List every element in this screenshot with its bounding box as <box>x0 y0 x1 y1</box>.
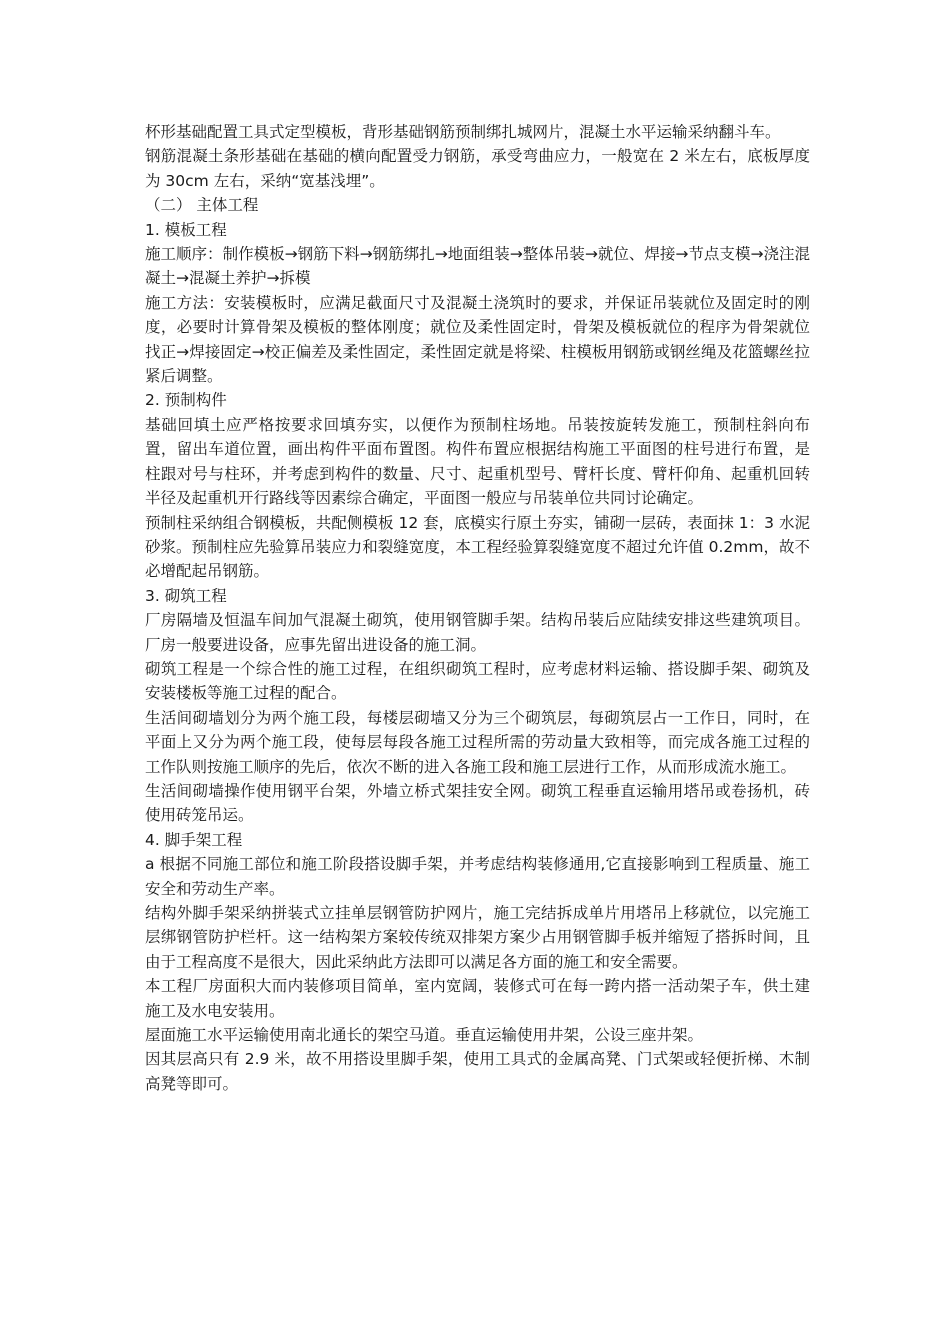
paragraph: 杯形基础配置工具式定型模板，背形基础钢筋预制绑扎城网片，混凝土水平运输采纳翻斗车。 <box>145 123 781 141</box>
subsection-heading: 3. 砌筑工程 <box>145 586 227 605</box>
subsection-heading: 4. 脚手架工程 <box>145 830 243 849</box>
section-heading: （二） 主体工程 <box>145 196 259 215</box>
subsection-heading: 1. 模板工程 <box>145 220 227 239</box>
paragraph: 基础回填土应严格按要求回填夯实，以便作为预制柱场地。吊装按旋转发施工，预制柱斜向布置，留出车道位置，画出构件平面布置图。构件布置应根据结构施工平面图的柱号进行布置，是柱跟对号与柱环，并考虑到构件的数量、尺寸、起重机型号、臂杆长度、臂杆仰角、起重机回转半径及起重机开行路线等因素综合确定，平面图一般应与吊装单位共同讨论确定。 <box>145 415 810 508</box>
subsection-heading: 2. 预制构件 <box>145 391 227 410</box>
paragraph: 本工程厂房面积大而内装修项目简单，室内宽阔，装修式可在每一跨内搭一活动架子车，供土建施工及水电安装用。 <box>145 977 810 1020</box>
paragraph: 施工方法：安装模板时，应满足截面尺寸及混凝土浇筑时的要求，并保证吊装就位及固定时的刚度，必要时计算骨架及模板的整体刚度；就位及柔性固定时，骨架及模板就位的程序为骨架就位找正→焊接固定→校正偏差及柔性固定，柔性固定就是将梁、柱模板用钢筋或钢丝绳及花篮螺丝拉紧后调整。 <box>145 293 810 386</box>
paragraph: 因其层高只有 2.9 米，故不用搭设里脚手架，使用工具式的金属高凳、门式架或轻便折梯、木制高凳等即可。 <box>145 1050 810 1093</box>
document-body <box>145 120 810 1096</box>
paragraph: 结构外脚手架采纳拼装式立挂单层钢管防护网片，施工完结拆成单片用塔吊上移就位，以完施工层绑钢管防护栏杆。这一结构架方案较传统双排架方案少占用钢管脚手板并缩短了搭拆时间，且由于工程高度不是很大，因此采纳此方法即可以满足各方面的施工和安全需要。 <box>145 904 810 971</box>
paragraph: 屋面施工水平运输使用南北通长的架空马道。垂直运输使用井架，公设三座井架。 <box>145 1026 704 1045</box>
paragraph: 施工顺序：制作模板→钢筋下料→钢筋绑扎→地面组装→整体吊装→就位、焊接→节点支模→浇注混凝土→混凝土养护→拆模 <box>145 245 810 288</box>
paragraph: 砌筑工程是一个综合性的施工过程，在组织砌筑工程时，应考虑材料运输、搭设脚手架、砌筑及安装楼板等施工过程的配合。 <box>145 659 810 703</box>
paragraph: 生活间砌墙操作使用钢平台架，外墙立桥式架挂安全网。砌筑工程垂直运输用塔吊或卷扬机，砖使用砖笼吊运。 <box>145 781 810 825</box>
paragraph: 生活间砌墙划分为两个施工段，每楼层砌墙又分为三个砌筑层，每砌筑层占一工作日，同时，在平面上又分为两个施工段，使每层每段各施工过程所需的劳动量大致相等，而完成各施工过程的工作队则按施工顺序的先后，依次不断的进入各施工段和施工层进行工作，从而形成流水施工。 <box>145 708 810 776</box>
paragraph: 预制柱采纳组合钢模板，共配侧模板 12 套，底模实行原土夯实，铺砌一层砖，表面抹 1：3 水泥砂浆。预制柱应先验算吊装应力和裂缝宽度，本工程经验算裂缝宽度不超过允许值 0.2mm，故不必增配起吊钢筋。 <box>145 513 810 581</box>
paragraph: 厂房隔墙及恒温车间加气混凝土砌筑，使用钢管脚手架。结构吊装后应陆续安排这些建筑项目。厂房一般要进设备，应事先留出进设备的施工洞。 <box>145 611 810 654</box>
paragraph: a 根据不同施工部位和施工阶段搭设脚手架，并考虑结构装修通用,它直接影响到工程质量、施工安全和劳动生产率。 <box>145 855 810 898</box>
paragraph: 钢筋混凝土条形基础在基础的横向配置受力钢筋，承受弯曲应力，一般宽在 2 米左右，底板厚度为 30cm 左右，采纳“宽基浅埋”。 <box>145 147 810 190</box>
